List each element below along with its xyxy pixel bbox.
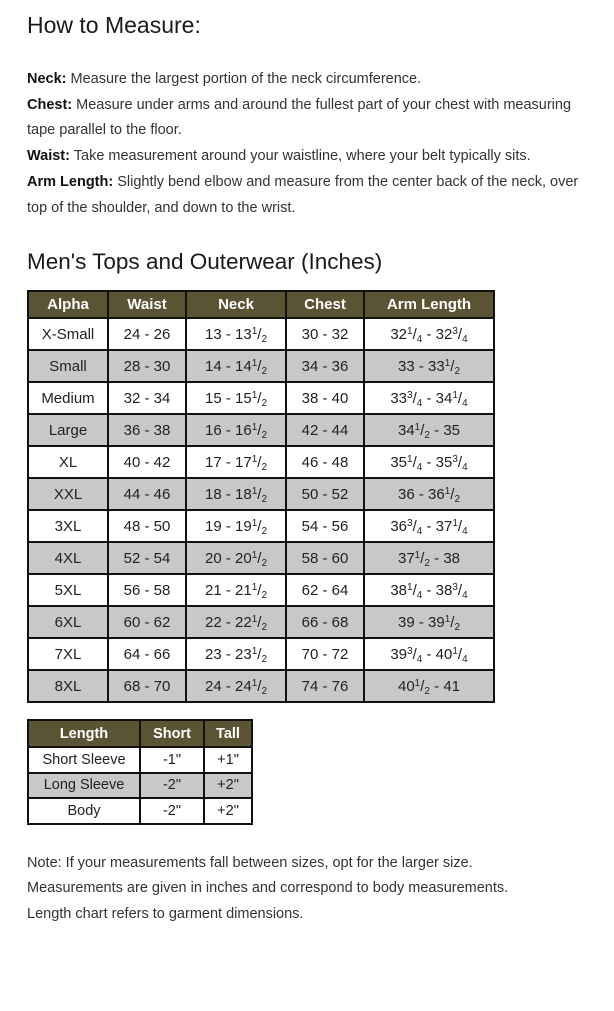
- short-cell: -1": [140, 747, 204, 773]
- neck-cell: $19 - 19^1/_2$: [186, 510, 286, 542]
- chest-cell: 34 - 36: [286, 350, 364, 382]
- fraction-numerator: 1: [251, 613, 258, 625]
- fraction-numerator: 1: [251, 581, 258, 593]
- value-base: 14 - 14: [205, 357, 252, 375]
- size-note: [27, 851, 597, 928]
- fraction-denominator: 4: [416, 589, 423, 601]
- fraction-denominator: 2: [261, 333, 267, 345]
- arm-length-cell: $37^1/_2 - 38$: [364, 542, 494, 574]
- fraction-numerator: 1: [452, 645, 458, 657]
- fraction-numerator: 1: [251, 389, 258, 401]
- neck-cell: $14 - 14^1/_2$: [186, 350, 286, 382]
- chest-cell: 38 - 40: [286, 382, 364, 414]
- definition-neck: [27, 67, 597, 93]
- value-base: 16 - 16: [205, 421, 252, 439]
- fraction-denominator: 2: [424, 685, 430, 697]
- fraction-numerator: 1: [407, 581, 413, 593]
- value-base: 24 - 24: [205, 677, 252, 695]
- neck-cell: $24 - 24^1/_2$: [186, 670, 286, 702]
- value-base: 36: [428, 485, 445, 503]
- value-base: 18 - 18: [205, 485, 252, 503]
- length-table-header: [28, 720, 252, 747]
- neck-cell: $13 - 13^1/_2$: [186, 318, 286, 350]
- neck-cell: $20 - 20^1/_2$: [186, 542, 286, 574]
- table-row: [28, 446, 494, 478]
- alpha-cell: 8XL: [28, 670, 108, 702]
- fraction-numerator: 1: [452, 389, 458, 401]
- definition-arm-length: [27, 170, 597, 221]
- definition-term: Waist:: [27, 148, 70, 165]
- table-row: [28, 350, 494, 382]
- definition-text: Take measurement around your waistline, where your belt typically sits.: [73, 148, 531, 165]
- fraction-denominator: 4: [462, 333, 468, 345]
- fraction-denominator: 4: [462, 461, 468, 473]
- table-row: [28, 773, 252, 799]
- length-cell: Long Sleeve: [28, 773, 140, 799]
- short-cell: -2": [140, 798, 204, 824]
- value-base: 19 - 19: [205, 517, 252, 535]
- header-short: Short: [140, 720, 204, 747]
- neck-cell: $17 - 17^1/_2$: [186, 446, 286, 478]
- arm-length-cell: $36^3/_4 - 37^1/_4$: [364, 510, 494, 542]
- fraction-numerator: 3: [452, 581, 458, 593]
- waist-cell: 64 - 66: [108, 638, 186, 670]
- value-base: 36: [390, 517, 408, 535]
- waist-cell: 52 - 54: [108, 542, 186, 574]
- value-base: 32: [390, 325, 408, 343]
- table-row: [28, 747, 252, 773]
- fraction-denominator: 4: [462, 525, 468, 537]
- tall-cell: +1": [204, 747, 252, 773]
- value-base: 35: [435, 453, 453, 471]
- chest-cell: 54 - 56: [286, 510, 364, 542]
- tall-cell: +2": [204, 773, 252, 799]
- arm-length-cell: $38^1/_4 - 38^3/_4$: [364, 574, 494, 606]
- table-row: [28, 798, 252, 824]
- arm-length-cell: $39^3/_4 - 40^1/_4$: [364, 638, 494, 670]
- chest-cell: 30 - 32: [286, 318, 364, 350]
- fraction-denominator: 2: [454, 493, 460, 505]
- alpha-cell: XL: [28, 446, 108, 478]
- fraction-numerator: 1: [251, 485, 258, 497]
- note-line: Note: If your measurements fall between sizes, opt for the larger size.: [27, 854, 473, 871]
- chest-cell: 42 - 44: [286, 414, 364, 446]
- neck-cell: $18 - 18^1/_2$: [186, 478, 286, 510]
- fraction-denominator: 2: [261, 589, 267, 601]
- fraction-numerator: 1: [444, 357, 451, 369]
- arm-length-cell: $39 - 39^1/_2$: [364, 606, 494, 638]
- section-title: Men's Tops and Outerwear (Inches): [27, 249, 383, 275]
- chest-cell: 74 - 76: [286, 670, 364, 702]
- fraction-denominator: 2: [261, 365, 267, 377]
- fraction-denominator: 2: [261, 653, 267, 665]
- header-arm-length: Arm Length: [364, 291, 494, 318]
- fraction-numerator: 3: [407, 389, 413, 401]
- note-line: Measurements are given in inches and correspond to body measurements.: [27, 880, 509, 897]
- alpha-cell: 6XL: [28, 606, 108, 638]
- fraction-numerator: 1: [251, 421, 258, 433]
- arm-length-cell: $34^1/_2 - 35$: [364, 414, 494, 446]
- fraction-denominator: 4: [416, 525, 423, 537]
- table-row: [28, 542, 494, 574]
- definition-term: Chest:: [27, 96, 73, 113]
- table-row: [28, 318, 494, 350]
- waist-cell: 36 - 38: [108, 414, 186, 446]
- value-base: 39: [428, 613, 445, 631]
- fraction-denominator: 2: [261, 493, 267, 505]
- fraction-denominator: 2: [261, 429, 267, 441]
- fraction-numerator: 1: [414, 677, 421, 689]
- value-base: 41: [443, 677, 460, 695]
- fraction-numerator: 1: [251, 357, 258, 369]
- fraction-numerator: 3: [407, 517, 413, 529]
- waist-cell: 40 - 42: [108, 446, 186, 478]
- size-table: [27, 290, 495, 703]
- alpha-cell: Small: [28, 350, 108, 382]
- fraction-denominator: 2: [454, 365, 460, 377]
- header-length: Length: [28, 720, 140, 747]
- fraction-denominator: 2: [424, 429, 430, 441]
- definition-waist: [27, 144, 597, 170]
- fraction-numerator: 1: [251, 517, 258, 529]
- fraction-denominator: 2: [454, 621, 460, 633]
- waist-cell: 24 - 26: [108, 318, 186, 350]
- fraction-numerator: 1: [251, 677, 258, 689]
- value-base: 40: [435, 645, 453, 663]
- definition-term: Neck:: [27, 71, 67, 87]
- length-cell: Body: [28, 798, 140, 824]
- arm-length-cell: $32^1/_4 - 32^3/_4$: [364, 318, 494, 350]
- fraction-numerator: 1: [444, 485, 451, 497]
- waist-cell: 60 - 62: [108, 606, 186, 638]
- arm-length-cell: $35^1/_4 - 35^3/_4$: [364, 446, 494, 478]
- fraction-denominator: 4: [462, 653, 468, 665]
- table-row: [28, 638, 494, 670]
- fraction-denominator: 4: [462, 589, 468, 601]
- fraction-denominator: 2: [424, 557, 430, 569]
- alpha-cell: 4XL: [28, 542, 108, 574]
- chest-cell: 62 - 64: [286, 574, 364, 606]
- note-line: Length chart refers to garment dimensions.: [27, 906, 304, 923]
- fraction-numerator: 1: [407, 325, 413, 337]
- value-base: 34: [397, 421, 415, 439]
- value-base: 34: [435, 389, 453, 407]
- fraction-numerator: 1: [251, 325, 258, 337]
- table-row: [28, 382, 494, 414]
- fraction-numerator: 1: [251, 453, 258, 465]
- value-base: 35: [390, 453, 408, 471]
- alpha-cell: Medium: [28, 382, 108, 414]
- fraction-denominator: 2: [261, 397, 267, 409]
- neck-cell: $22 - 22^1/_2$: [186, 606, 286, 638]
- arm-length-cell: $40^1/_2 - 41$: [364, 670, 494, 702]
- fraction-numerator: 1: [414, 549, 421, 561]
- table-row: [28, 670, 494, 702]
- value-base: 38: [435, 581, 453, 599]
- value-base: 33: [397, 357, 415, 375]
- fraction-numerator: 3: [407, 645, 413, 657]
- fraction-numerator: 1: [407, 453, 413, 465]
- chest-cell: 70 - 72: [286, 638, 364, 670]
- chest-cell: 66 - 68: [286, 606, 364, 638]
- definition-term: Arm Length:: [27, 173, 114, 190]
- fraction-denominator: 4: [462, 397, 468, 409]
- fraction-denominator: 4: [416, 397, 423, 409]
- header-neck: Neck: [186, 291, 286, 318]
- table-row: [28, 510, 494, 542]
- neck-cell: $16 - 16^1/_2$: [186, 414, 286, 446]
- arm-length-cell: $33^3/_4 - 34^1/_4$: [364, 382, 494, 414]
- fraction-denominator: 2: [261, 621, 267, 633]
- fraction-denominator: 4: [416, 333, 423, 345]
- value-base: 38: [443, 549, 460, 567]
- chest-cell: 58 - 60: [286, 542, 364, 574]
- table-row: [28, 478, 494, 510]
- value-base: 33: [390, 389, 408, 407]
- alpha-cell: X-Small: [28, 318, 108, 350]
- value-base: 21 - 21: [205, 581, 252, 599]
- value-base: 39: [390, 645, 408, 663]
- chest-cell: 50 - 52: [286, 478, 364, 510]
- value-base: 23 - 23: [205, 645, 252, 663]
- definition-text: Measure the largest portion of the neck circumference.: [70, 71, 422, 87]
- header-tall: Tall: [204, 720, 252, 747]
- waist-cell: 56 - 58: [108, 574, 186, 606]
- value-base: 40: [397, 677, 415, 695]
- fraction-denominator: 4: [416, 461, 423, 473]
- value-base: 15 - 15: [205, 389, 252, 407]
- value-base: 20 - 20: [205, 549, 252, 567]
- fraction-denominator: 4: [416, 653, 423, 665]
- table-row: [28, 414, 494, 446]
- waist-cell: 32 - 34: [108, 382, 186, 414]
- value-base: 39: [397, 613, 415, 631]
- waist-cell: 48 - 50: [108, 510, 186, 542]
- definition-text: Measure under arms and around the fullest part of your chest with measuring tape parallel to the floor.: [27, 96, 572, 139]
- fraction-denominator: 2: [261, 461, 267, 473]
- length-cell: Short Sleeve: [28, 747, 140, 773]
- length-table: [27, 719, 253, 825]
- alpha-cell: Large: [28, 414, 108, 446]
- value-base: 22 - 22: [205, 613, 252, 631]
- fraction-numerator: 3: [452, 453, 458, 465]
- chest-cell: 46 - 48: [286, 446, 364, 478]
- short-cell: -2": [140, 773, 204, 799]
- page-title: How to Measure:: [27, 12, 201, 38]
- alpha-cell: 7XL: [28, 638, 108, 670]
- value-base: 37: [435, 517, 453, 535]
- fraction-numerator: 1: [251, 549, 258, 561]
- fraction-numerator: 3: [452, 325, 458, 337]
- arm-length-cell: $36 - 36^1/_2$: [364, 478, 494, 510]
- alpha-cell: 3XL: [28, 510, 108, 542]
- fraction-numerator: 1: [452, 517, 458, 529]
- header-chest: Chest: [286, 291, 364, 318]
- table-row: [28, 574, 494, 606]
- size-table-body: [28, 318, 494, 702]
- header-waist: Waist: [108, 291, 186, 318]
- waist-cell: 44 - 46: [108, 478, 186, 510]
- waist-cell: 28 - 30: [108, 350, 186, 382]
- waist-cell: 68 - 70: [108, 670, 186, 702]
- neck-cell: $23 - 23^1/_2$: [186, 638, 286, 670]
- value-base: 13 - 13: [205, 325, 252, 343]
- header-alpha: Alpha: [28, 291, 108, 318]
- value-base: 37: [397, 549, 415, 567]
- definition-chest: [27, 93, 597, 144]
- value-base: 36: [397, 485, 415, 503]
- value-base: 32: [435, 325, 453, 343]
- alpha-cell: XXL: [28, 478, 108, 510]
- value-base: 35: [443, 421, 460, 439]
- table-row: [28, 606, 494, 638]
- alpha-cell: 5XL: [28, 574, 108, 606]
- value-base: 17 - 17: [205, 453, 252, 471]
- fraction-denominator: 2: [261, 557, 267, 569]
- fraction-denominator: 2: [261, 685, 267, 697]
- fraction-denominator: 2: [261, 525, 267, 537]
- fraction-numerator: 1: [251, 645, 258, 657]
- value-base: 38: [390, 581, 408, 599]
- arm-length-cell: $33 - 33^1/_2$: [364, 350, 494, 382]
- fraction-numerator: 1: [444, 613, 451, 625]
- fraction-numerator: 1: [414, 421, 421, 433]
- tall-cell: +2": [204, 798, 252, 824]
- definition-text: Slightly bend elbow and measure from the center back of the neck, over top of the shoulder, and down to the wrist.: [27, 173, 579, 216]
- measurement-definitions: [27, 67, 597, 221]
- size-table-header: [28, 291, 494, 318]
- neck-cell: $15 - 15^1/_2$: [186, 382, 286, 414]
- value-base: 33: [428, 357, 445, 375]
- neck-cell: $21 - 21^1/_2$: [186, 574, 286, 606]
